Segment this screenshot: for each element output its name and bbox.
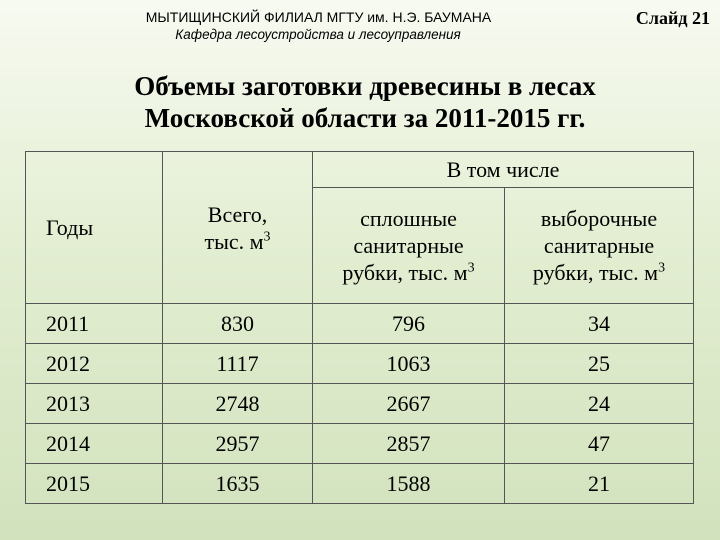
cell-total: 2957 — [163, 424, 313, 464]
cell-total: 2748 — [163, 384, 313, 424]
cell-selective: 24 — [505, 384, 694, 424]
slide-title — [0, 70, 720, 134]
table-row — [26, 464, 694, 504]
table-row — [26, 384, 694, 424]
header-clear-line3 — [313, 259, 504, 286]
cell-clear: 1588 — [313, 464, 505, 504]
cell-clear: 2857 — [313, 424, 505, 464]
header-sel-line2: санитарные — [543, 233, 655, 258]
cell-selective: 47 — [505, 424, 694, 464]
cell-total: 1635 — [163, 464, 313, 504]
header-clear-cut — [313, 188, 505, 304]
cell-clear: 1063 — [313, 344, 505, 384]
table-header-row — [26, 152, 694, 188]
table-row — [26, 424, 694, 464]
unit-superscript: 3 — [263, 229, 271, 245]
header-total — [163, 152, 313, 304]
header-total-line2 — [163, 228, 312, 255]
cell-year: 2014 — [26, 424, 163, 464]
cell-year: 2011 — [26, 304, 163, 344]
header-total-unit: тыс. м — [204, 228, 264, 254]
header-sel-unit: рубки, тыс. м — [532, 260, 659, 285]
department-name: Кафедра лесоустройства и лесоуправления — [175, 27, 461, 42]
org-name: МЫТИЩИНСКИЙ ФИЛИАЛ МГТУ им. Н.Э. БАУМАНА — [145, 9, 492, 25]
cell-selective: 25 — [505, 344, 694, 384]
table-row — [26, 344, 694, 384]
slide-number: Слайд 21 — [635, 8, 710, 28]
cell-selective: 21 — [505, 464, 694, 504]
header-sel-line3 — [505, 259, 693, 286]
slide-title-line2: Московской области за 2011-2015 гг. — [144, 103, 586, 133]
cell-year: 2012 — [26, 344, 163, 384]
header-clear-line1: сплошные — [360, 206, 457, 231]
harvest-volume-table — [25, 151, 694, 504]
header-group-including: В том числе — [313, 152, 694, 188]
cell-year: 2015 — [26, 464, 163, 504]
cell-clear: 2667 — [313, 384, 505, 424]
header-clear-unit: рубки, тыс. м — [342, 260, 468, 285]
cell-total: 830 — [163, 304, 313, 344]
header-clear-line2: санитарные — [353, 233, 464, 258]
cell-total: 1117 — [163, 344, 313, 384]
slide-title-line1: Объемы заготовки древесины в лесах — [134, 71, 596, 101]
header-selective-cut — [505, 188, 694, 304]
header-total-line1: Всего, — [207, 201, 268, 227]
table-row — [26, 304, 694, 344]
unit-superscript: 3 — [467, 260, 475, 276]
cell-year: 2013 — [26, 384, 163, 424]
unit-superscript: 3 — [658, 260, 666, 276]
header-years: Годы — [26, 152, 163, 304]
cell-selective: 34 — [505, 304, 694, 344]
header-sel-line1: выборочные — [540, 206, 658, 231]
org-header — [0, 9, 720, 43]
cell-clear: 796 — [313, 304, 505, 344]
